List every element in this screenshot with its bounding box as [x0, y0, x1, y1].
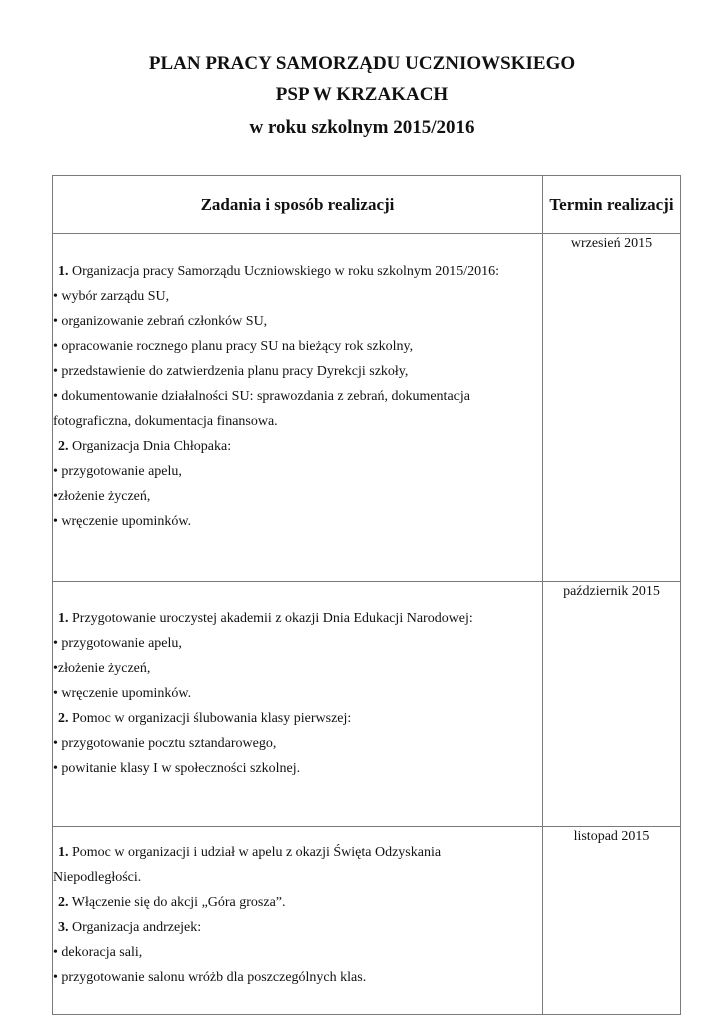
task-text: • przedstawienie do zatwierdzenia planu pracy Dyrekcji szkoły,: [53, 364, 409, 379]
tasks-cell: [53, 234, 543, 582]
task-text: Przygotowanie uroczystej akademii z okazji Dnia Edukacji Narodowej:: [68, 611, 473, 626]
task-text: • przygotowanie pocztu sztandarowego,: [53, 736, 277, 751]
task-line: [53, 940, 542, 965]
task-number: 1.: [58, 264, 69, 279]
tasks-cell: [53, 827, 543, 1015]
task-text: Niepodległości.: [53, 870, 142, 885]
task-line: [53, 915, 542, 940]
tasks-cell: [53, 582, 543, 827]
task-line: [53, 359, 542, 384]
task-line: [53, 756, 542, 781]
task-number: 1.: [58, 845, 69, 860]
task-line: [53, 384, 542, 409]
task-text: Organizacja Dnia Chłopaka:: [68, 439, 232, 454]
task-line: [53, 259, 542, 284]
task-line: [53, 840, 542, 865]
task-line: [53, 965, 542, 990]
school-name: PSP W KRZAKACH: [275, 84, 449, 105]
task-text: • wręczenie upominków.: [53, 514, 192, 529]
task-text: Organizacja andrzejek:: [68, 920, 202, 935]
task-text: Pomoc w organizacji i udział w apelu z okazji Święta Odzyskania: [68, 845, 442, 860]
task-line: [53, 890, 542, 915]
task-line: [53, 681, 542, 706]
task-line: [53, 434, 542, 459]
task-text: • przygotowanie apelu,: [53, 636, 182, 651]
column-header-tasks: Zadania i sposób realizacji: [53, 176, 543, 234]
task-line: [53, 865, 542, 890]
task-text: • przygotowanie salonu wróżb dla poszczególnych klas.: [53, 970, 367, 985]
task-line: [53, 284, 542, 309]
task-text: • wybór zarządu SU,: [53, 289, 170, 304]
task-text: Włączenie się do akcji „Góra grosza”.: [68, 895, 286, 910]
term-cell: wrzesień 2015: [543, 234, 681, 582]
task-text: • dekoracja sali,: [53, 945, 143, 960]
column-header-term: Termin realizacji: [543, 176, 681, 234]
task-line: [53, 484, 542, 509]
task-text: • dokumentowanie działalności SU: sprawozdania z zebrań, dokumentacja: [53, 389, 470, 404]
task-number: 3.: [58, 920, 69, 935]
task-text: • organizowanie zebrań członków SU,: [53, 314, 268, 329]
school-year: w roku szkolnym 2015/2016: [249, 117, 475, 138]
task-text: fotograficzna, dokumentacja finansowa.: [53, 414, 278, 429]
task-line: [53, 409, 542, 434]
task-line: [53, 459, 542, 484]
term-cell: październik 2015: [543, 582, 681, 827]
plan-table: [52, 175, 681, 1015]
task-line: [53, 656, 542, 681]
task-number: 2.: [58, 711, 69, 726]
task-text: Organizacja pracy Samorządu Uczniowskiego w roku szkolnym 2015/2016:: [68, 264, 500, 279]
table-row: [53, 827, 681, 1015]
task-line: [53, 731, 542, 756]
task-number: 2.: [58, 895, 69, 910]
term-cell: listopad 2015: [543, 827, 681, 1015]
task-line: [53, 706, 542, 731]
task-text: • opracowanie rocznego planu pracy SU na bieżący rok szkolny,: [53, 339, 414, 354]
task-line: [53, 631, 542, 656]
task-line: [53, 309, 542, 334]
task-text: •złożenie życzeń,: [53, 661, 151, 676]
document-title: PLAN PRACY SAMORZĄDU UCZNIOWSKIEGO: [148, 53, 576, 74]
task-number: 1.: [58, 611, 69, 626]
task-text: Pomoc w organizacji ślubowania klasy pierwszej:: [68, 711, 352, 726]
task-text: • przygotowanie apelu,: [53, 464, 182, 479]
table-row: [53, 582, 681, 827]
task-number: 2.: [58, 439, 69, 454]
task-text: • powitanie klasy I w społeczności szkolnej.: [53, 761, 301, 776]
task-line: [53, 606, 542, 631]
task-line: [53, 509, 542, 534]
task-text: •złożenie życzeń,: [53, 489, 151, 504]
table-row: [53, 234, 681, 582]
task-text: • wręczenie upominków.: [53, 686, 192, 701]
task-line: [53, 334, 542, 359]
